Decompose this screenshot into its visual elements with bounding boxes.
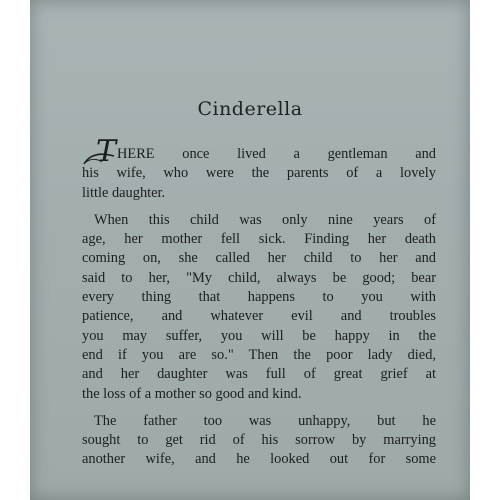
text-line: the loss of a mother so good and kind. xyxy=(82,385,302,402)
text-line: you may suffer, you will be happy in the xyxy=(82,327,436,344)
paragraph-2 xyxy=(82,211,436,404)
text-line: every thing that happens to you with xyxy=(82,289,436,306)
text-line: age, her mother fell sick. Finding her death xyxy=(82,231,436,248)
text-line: sought to get rid of his sorrow by marrying xyxy=(82,432,436,449)
text-line: THERE once lived a gentleman and xyxy=(96,134,436,169)
text-line: another wife, and he looked out for some xyxy=(82,451,436,468)
text-line: said to her, "My child, always be good; bear xyxy=(82,269,436,286)
story-text xyxy=(82,134,436,470)
text-line: and her daughter was full of great grief at xyxy=(82,366,436,383)
text-line: When this child was only nine years of xyxy=(94,211,436,228)
dropcap-letter: T xyxy=(96,134,117,169)
text-line: coming on, she called her child to her and xyxy=(82,250,436,267)
text-line: end if you are so." Then the poor lady died, xyxy=(82,346,436,363)
text-line: little daughter. xyxy=(82,184,166,201)
page-title: Cinderella xyxy=(197,98,303,120)
paragraph-1 xyxy=(82,134,436,203)
paragraph-3 xyxy=(82,412,436,470)
text-line: The father too was unhappy, but he xyxy=(94,412,436,429)
book-page xyxy=(30,0,470,500)
text-line: patience, and whatever evil and troubles xyxy=(82,308,436,325)
text-line: his wife, who were the parents of a lovely xyxy=(82,165,436,182)
